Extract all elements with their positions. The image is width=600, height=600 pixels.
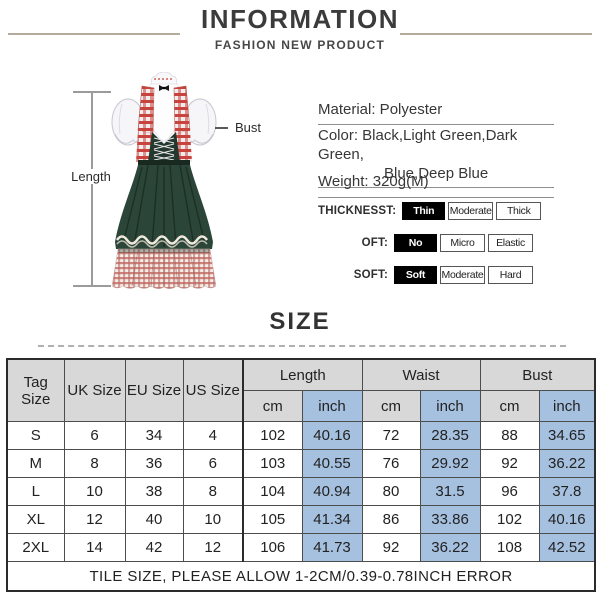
thickness-label: THICKNESST: xyxy=(318,205,397,217)
cell-us: 6 xyxy=(183,450,243,478)
table-row xyxy=(7,450,595,478)
page-subtitle: FASHION NEW PRODUCT xyxy=(214,38,386,52)
soft-option-soft[interactable]: Soft xyxy=(394,266,437,284)
table-row xyxy=(7,534,595,562)
thickness-option-thin[interactable]: Thin xyxy=(402,202,445,220)
cell-length-cm: 105 xyxy=(243,506,302,534)
group-header-bust: Bust xyxy=(480,359,595,391)
cell-us: 12 xyxy=(183,534,243,562)
cell-tag: M xyxy=(7,450,64,478)
thickness-attribute-row xyxy=(318,202,530,220)
bust-label: Bust xyxy=(235,120,262,135)
cell-uk: 6 xyxy=(64,422,125,450)
unit-header-bust-cm: cm xyxy=(480,391,539,422)
title-rule-left xyxy=(8,33,180,35)
cell-tag: XL xyxy=(7,506,64,534)
cell-us: 10 xyxy=(183,506,243,534)
length-label: Length xyxy=(66,169,116,184)
cell-waist-cm: 76 xyxy=(362,450,420,478)
cell-eu: 36 xyxy=(125,450,183,478)
cell-bust-cm: 92 xyxy=(480,450,539,478)
cell-us: 4 xyxy=(183,422,243,450)
size-divider-dashed-line xyxy=(38,345,566,347)
oft-attribute-row xyxy=(318,234,530,252)
unit-header-bust-inch: inch xyxy=(539,391,595,422)
cell-waist-inch: 29.92 xyxy=(420,450,480,478)
soft-attribute-row xyxy=(318,266,530,284)
unit-header-waist-inch: inch xyxy=(420,391,480,422)
cell-bust-inch: 34.65 xyxy=(539,422,595,450)
col-header-tag-size: Tag Size xyxy=(7,359,64,422)
color-detail-line2: Blue,Deep Blue xyxy=(384,165,489,182)
cell-bust-inch: 40.16 xyxy=(539,506,595,534)
table-row xyxy=(7,478,595,506)
cell-tag: 2XL xyxy=(7,534,64,562)
cell-eu: 42 xyxy=(125,534,183,562)
title-rule-right xyxy=(400,33,592,35)
cell-eu: 34 xyxy=(125,422,183,450)
page-title: INFORMATION xyxy=(201,4,399,34)
col-header-eu-size: EU Size xyxy=(125,359,183,422)
cell-length-inch: 41.73 xyxy=(302,534,362,562)
size-table-header xyxy=(7,359,595,422)
unit-header-waist-cm: cm xyxy=(362,391,420,422)
cell-bust-cm: 108 xyxy=(480,534,539,562)
soft-label: SOFT: xyxy=(353,269,388,281)
soft-option-moderate[interactable]: Moderate xyxy=(440,266,485,284)
table-row xyxy=(7,506,595,534)
cell-waist-inch: 31.5 xyxy=(420,478,480,506)
cell-waist-inch: 36.22 xyxy=(420,534,480,562)
cell-length-cm: 104 xyxy=(243,478,302,506)
cell-bust-cm: 102 xyxy=(480,506,539,534)
color-detail-line1: Color: Black,Light Green,Dark Green, xyxy=(318,127,518,163)
oft-option-micro[interactable]: Micro xyxy=(440,234,485,252)
bust-annotation xyxy=(215,120,261,135)
cell-uk: 8 xyxy=(64,450,125,478)
cell-length-inch: 40.16 xyxy=(302,422,362,450)
cell-bust-inch: 37.8 xyxy=(539,478,595,506)
unit-header-length-inch: inch xyxy=(302,391,362,422)
cell-uk: 12 xyxy=(64,506,125,534)
cell-eu: 40 xyxy=(125,506,183,534)
cell-waist-inch: 28.35 xyxy=(420,422,480,450)
cell-waist-cm: 72 xyxy=(362,422,420,450)
unit-header-length-cm: cm xyxy=(243,391,302,422)
size-error-note: TILE SIZE, PLEASE ALLOW 1-2CM/0.39-0.78INCH ERROR xyxy=(7,562,595,592)
col-header-uk-size: UK Size xyxy=(64,359,125,422)
table-footer-row xyxy=(7,562,595,592)
oft-label: OFT: xyxy=(361,237,388,249)
material-detail: Material: Polyester xyxy=(318,100,554,125)
cell-bust-cm: 96 xyxy=(480,478,539,506)
length-measure-cap-top xyxy=(73,91,111,93)
oft-option-no[interactable]: No xyxy=(394,234,437,252)
dress-illustration xyxy=(108,72,220,292)
cell-bust-inch: 42.52 xyxy=(539,534,595,562)
bust-pointer-line xyxy=(215,127,228,129)
cell-length-inch: 40.94 xyxy=(302,478,362,506)
cell-tag: S xyxy=(7,422,64,450)
cell-uk: 10 xyxy=(64,478,125,506)
header xyxy=(0,4,600,52)
table-row xyxy=(7,422,595,450)
cell-tag: L xyxy=(7,478,64,506)
cell-length-inch: 41.34 xyxy=(302,506,362,534)
cell-waist-cm: 80 xyxy=(362,478,420,506)
oft-option-elastic[interactable]: Elastic xyxy=(488,234,533,252)
size-section-title: SIZE xyxy=(269,308,331,335)
size-table-body xyxy=(7,422,595,562)
soft-option-hard[interactable]: Hard xyxy=(488,266,533,284)
cell-bust-inch: 36.22 xyxy=(539,450,595,478)
length-measure-line xyxy=(91,92,93,286)
cell-waist-cm: 86 xyxy=(362,506,420,534)
cell-length-cm: 106 xyxy=(243,534,302,562)
cell-length-cm: 103 xyxy=(243,450,302,478)
thickness-option-thick[interactable]: Thick xyxy=(496,202,541,220)
col-header-us-size: US Size xyxy=(183,359,243,422)
cell-eu: 38 xyxy=(125,478,183,506)
length-measure-cap-bottom xyxy=(73,285,111,287)
cell-us: 8 xyxy=(183,478,243,506)
size-chart-table xyxy=(6,358,596,592)
cell-bust-cm: 88 xyxy=(480,422,539,450)
cell-uk: 14 xyxy=(64,534,125,562)
group-header-waist: Waist xyxy=(362,359,480,391)
thickness-option-moderate[interactable]: Moderate xyxy=(448,202,493,220)
cell-waist-cm: 92 xyxy=(362,534,420,562)
cell-length-inch: 40.55 xyxy=(302,450,362,478)
cell-waist-inch: 33.86 xyxy=(420,506,480,534)
group-header-length: Length xyxy=(243,359,362,391)
weight-detail: Weight: 320g(M) xyxy=(318,172,554,198)
cell-length-cm: 102 xyxy=(243,422,302,450)
